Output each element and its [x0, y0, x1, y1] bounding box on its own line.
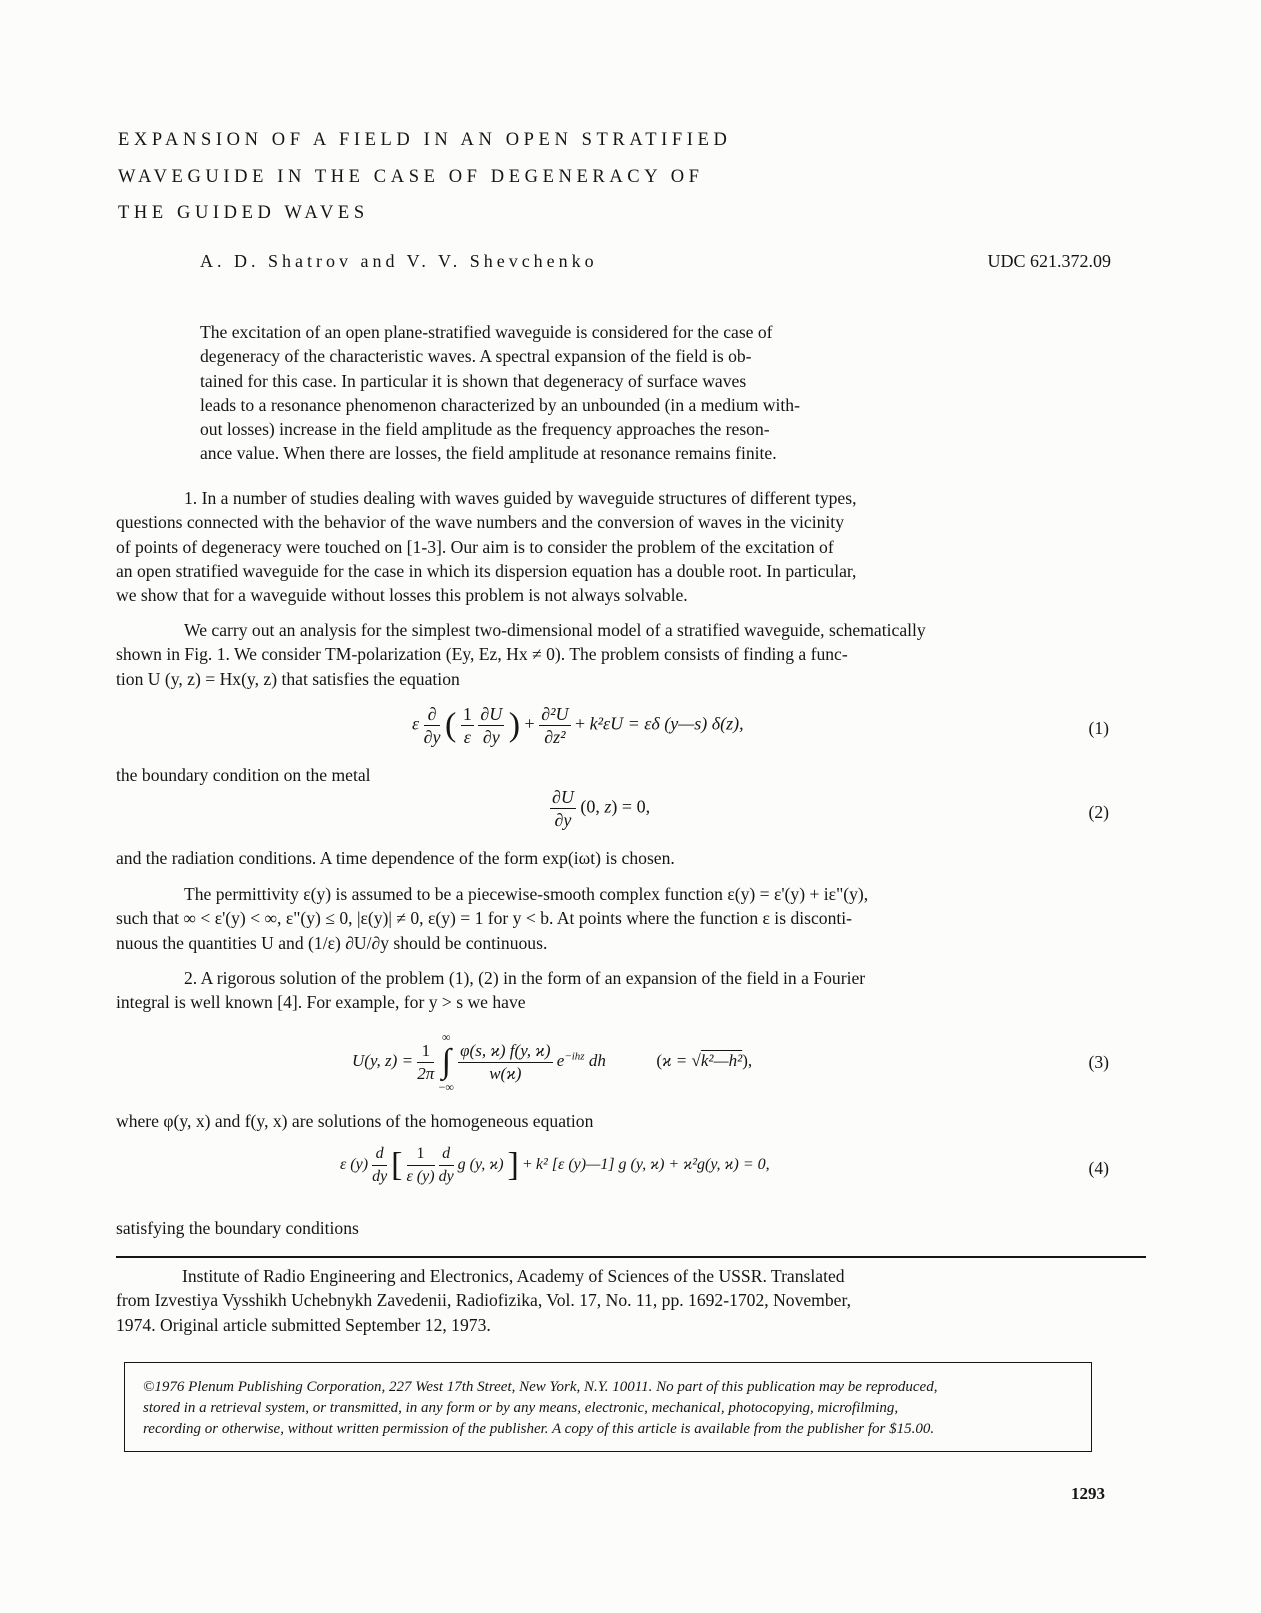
- body-line: integral is well known [4]. For example, for y > s we have: [116, 992, 526, 1013]
- copyright-line: ©1976 Plenum Publishing Corporation, 227 West 17th Street, New York, N.Y. 10011. No part of this publication may be reproduced,: [143, 1379, 938, 1395]
- copyright-box: [124, 1362, 1092, 1452]
- copyright-line: stored in a retrieval system, or transmitted, in any form or by any means, electronic, mechanical, photocopying, microfilming,: [143, 1400, 899, 1416]
- abstract-line: ance value. When there are losses, the field amplitude at resonance remains finite.: [200, 443, 777, 464]
- body-text: the boundary condition on the metal: [116, 765, 371, 785]
- abstract: [200, 320, 1000, 466]
- body-line: nuous the quantities U and (1/ε) ∂U/∂y should be continuous.: [116, 932, 548, 953]
- equation-1: ε $\frac{\partial}{\partial y}$ ( $\frac{1}{\varepsilon}$ $\frac{\partial U}{\partial y}$ ) + $\frac{\text{∂²U}}{\text{∂z²}}$ + k²εU = εδ (y—s) δ(z),: [412, 704, 744, 747]
- body-line: tion U (y, z) = Hx(y, z) that satisfies the equation: [116, 668, 460, 689]
- authors: A. D. Shatrov and V. V. Shevchenko: [200, 251, 598, 271]
- permittivity-paragraph: [116, 882, 1146, 955]
- body-line: such that ∞ < ε'(y) < ∞, ε"(y) ≤ 0, |ε(y)| ≠ 0, ε(y) = 1 for y < b. At points where the function ε is disconti-: [116, 908, 853, 929]
- body-line: We carry out an analysis for the simplest two-dimensional model of a stratified waveguide, schematically: [184, 620, 926, 640]
- body-text: and the radiation conditions. A time dependence of the form exp(iωt) is chosen.: [116, 848, 675, 868]
- abstract-line: leads to a resonance phenomenon characterized by an unbounded (in a medium with-: [200, 394, 800, 415]
- body-line: we show that for a waveguide without losses this problem is not always solvable.: [116, 585, 688, 606]
- body-line: shown in Fig. 1. We consider TM-polarization (Ey, Ez, Hx ≠ 0). The problem consists of finding a func-: [116, 644, 848, 665]
- affiliation-footnote: [116, 1264, 1146, 1337]
- equation-number: (2): [1088, 802, 1109, 822]
- title-line-1: EXPANSION OF A FIELD IN AN OPEN STRATIFIED: [118, 130, 732, 150]
- abstract-line: degeneracy of the characteristic waves. A spectral expansion of the field is ob-: [200, 346, 752, 367]
- equation-2: $\frac{\partial U}{\partial y}$ (0, z) = 0,: [552, 787, 651, 830]
- section-2-paragraph: [116, 966, 1146, 1015]
- abstract-line: out losses) increase in the field amplitude as the frequency approaches the reson-: [200, 419, 770, 440]
- abstract-line: The excitation of an open plane-stratified waveguide is considered for the case of: [200, 322, 773, 342]
- body-line: 1. In a number of studies dealing with waves guided by waveguide structures of different types,: [184, 488, 857, 508]
- section-1-paragraph: [116, 486, 1146, 607]
- footnote-rule: [116, 1256, 1146, 1258]
- footnote-line: Institute of Radio Engineering and Electronics, Academy of Sciences of the USSR. Translated: [182, 1266, 845, 1286]
- model-paragraph: [116, 618, 1146, 691]
- title-line-2: WAVEGUIDE IN THE CASE OF DEGENERACY OF: [118, 167, 704, 187]
- abstract-line: tained for this case. In particular it is shown that degeneracy of surface waves: [200, 370, 747, 391]
- copyright-line: recording or otherwise, without written permission of the publisher. A copy of this article is available from the publisher for $15.00.: [143, 1421, 935, 1437]
- udc-code: UDC 621.372.09: [987, 251, 1111, 271]
- body-line: an open stratified waveguide for the case in which its dispersion equation has a double root. In particular,: [116, 560, 857, 581]
- equation-number: (4): [1088, 1158, 1109, 1178]
- equation-number: (1): [1088, 718, 1109, 738]
- body-line: The permittivity ε(y) is assumed to be a piecewise-smooth complex function ε(y) = ε'(y) + iε"(y),: [184, 884, 869, 904]
- footnote-line: 1974. Original article submitted September 12, 1973.: [116, 1314, 491, 1335]
- page-number: 1293: [1071, 1484, 1105, 1503]
- body-text: where φ(y, x) and f(y, x) are solutions of the homogeneous equation: [116, 1111, 594, 1131]
- body-text: satisfying the boundary conditions: [116, 1218, 359, 1238]
- equation-4: ε (y) $\frac{d}{dy}$ [ $\frac{1}{\varepsilon (y)}$ $\frac{d}{dy}$ g (y, ϰ) ] + k² [ε (y)—1] g (y, ϰ) + ϰ²g(y, ϰ) = 0,: [340, 1145, 770, 1185]
- footnote-line: from Izvestiya Vysshikh Uchebnykh Zavedenii, Radiofizika, Vol. 17, No. 11, pp. 1692-1702, November,: [116, 1290, 852, 1311]
- equation-number: (3): [1088, 1052, 1109, 1072]
- body-line: of points of degeneracy were touched on [1-3]. Our aim is to consider the problem of the excitation of: [116, 536, 834, 557]
- body-line: 2. A rigorous solution of the problem (1), (2) in the form of an expansion of the field in a Fourier: [184, 968, 866, 988]
- body-line: questions connected with the behavior of the wave numbers and the conversion of waves in the vicinity: [116, 512, 844, 533]
- title-line-3: THE GUIDED WAVES: [118, 203, 369, 223]
- equation-3: U(y, z) = $\frac{1}{2\pi}$ ∞ ∫ −∞ $\frac{\varphi(s, ϰ) f(y, ϰ)}{w(ϰ)}$ $e^{-ihz}$ dh (ϰ = √k²—h²),: [352, 1030, 753, 1094]
